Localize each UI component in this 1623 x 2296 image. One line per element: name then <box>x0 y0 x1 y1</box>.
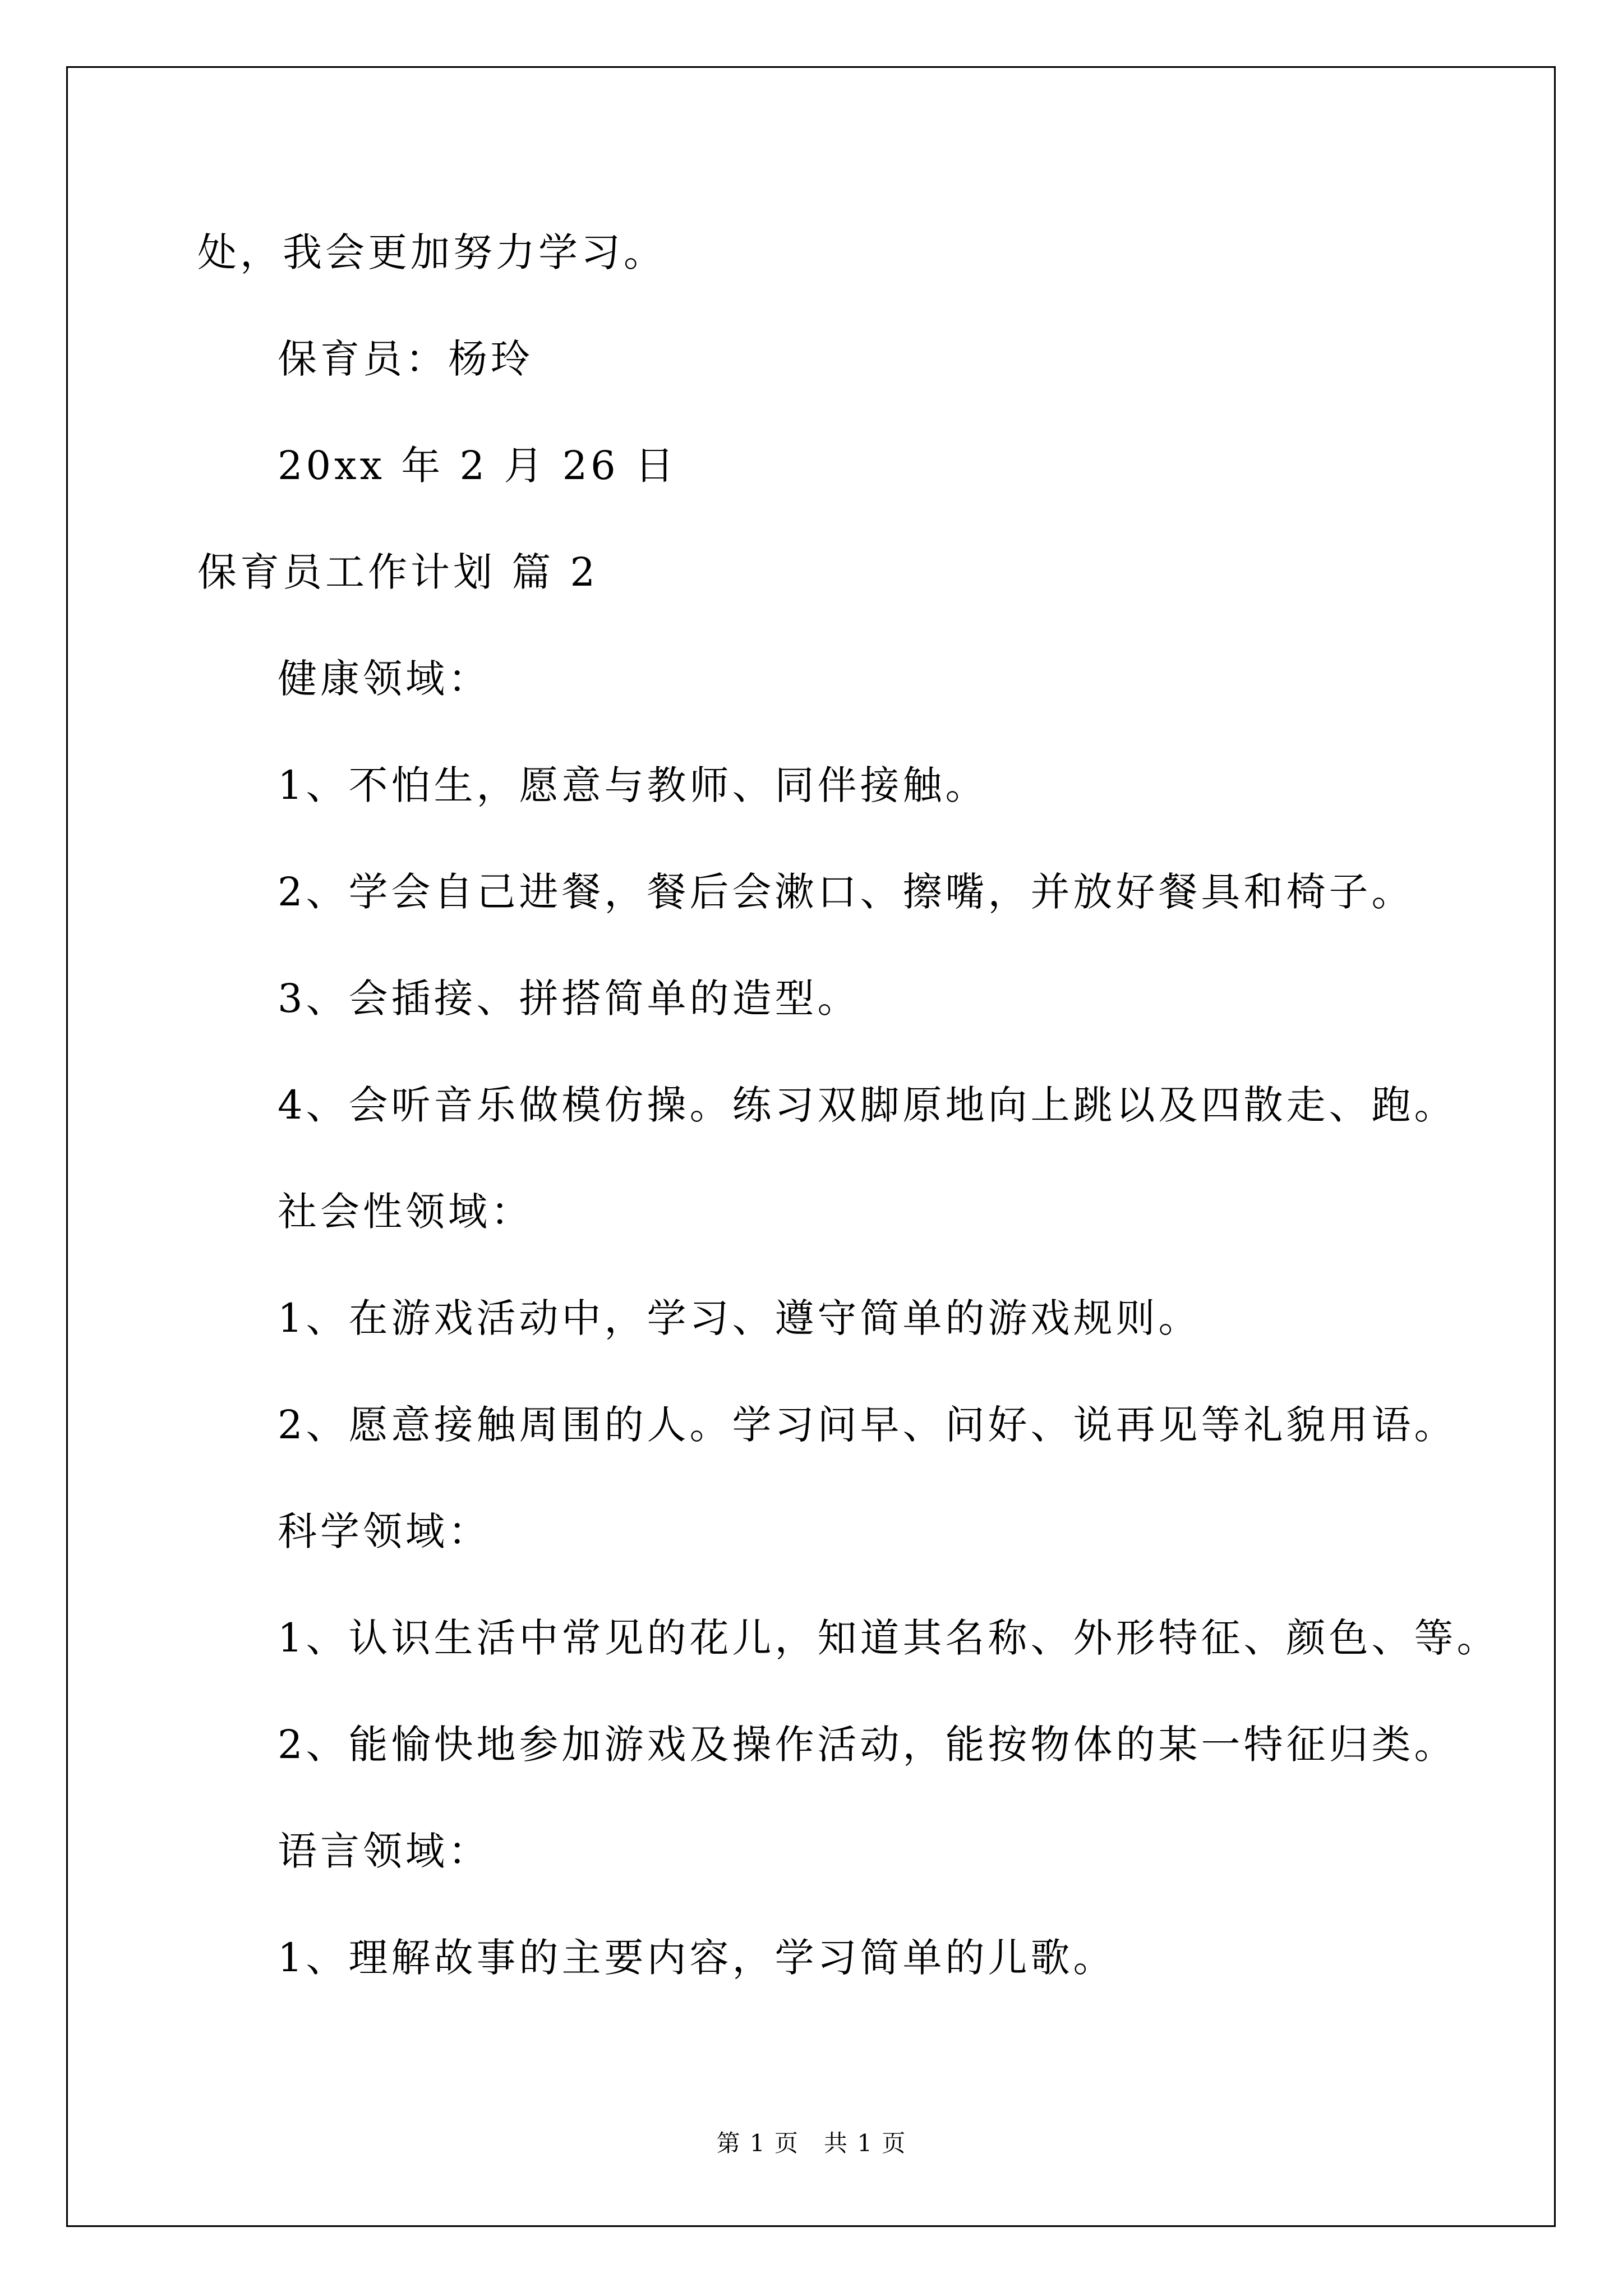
list-item: 1、不怕生，愿意与教师、同伴接触。 <box>278 762 988 808</box>
section-heading: 保育员工作计划 篇 2 <box>197 549 599 595</box>
list-item: 2、愿意接触周围的人。学习问早、问好、说再见等礼貌用语。 <box>278 1402 1457 1448</box>
text-line-continuation: 处，我会更加努力学习。 <box>197 229 666 275</box>
page-footer: 第 1 页 共 1 页 <box>716 2129 907 2157</box>
text-line-date: 20xx 年 2 月 26 日 <box>278 443 677 489</box>
subheading-health: 健康领域： <box>278 656 491 702</box>
list-item: 2、能愉快地参加游戏及操作活动，能按物体的某一特征归类。 <box>278 1722 1457 1768</box>
page-border <box>66 66 1556 2227</box>
subheading-language: 语言领域： <box>278 1828 491 1874</box>
subheading-social: 社会性领域： <box>278 1189 533 1235</box>
list-item: 1、认识生活中常见的花儿，知道其名称、外形特征、颜色、等。 <box>278 1615 1500 1661</box>
list-item: 1、理解故事的主要内容，学习简单的儿歌。 <box>278 1935 1116 1981</box>
list-item: 4、会听音乐做模仿操。练习双脚原地向上跳以及四散走、跑。 <box>278 1082 1457 1128</box>
subheading-science: 科学领域： <box>278 1508 491 1554</box>
list-item: 3、会插接、拼搭简单的造型。 <box>278 976 860 1022</box>
list-item: 1、在游戏活动中，学习、遵守简单的游戏规则。 <box>278 1295 1201 1341</box>
text-line-signature: 保育员：杨玲 <box>278 336 533 382</box>
list-item: 2、学会自己进餐，餐后会漱口、擦嘴，并放好餐具和椅子。 <box>278 869 1414 915</box>
